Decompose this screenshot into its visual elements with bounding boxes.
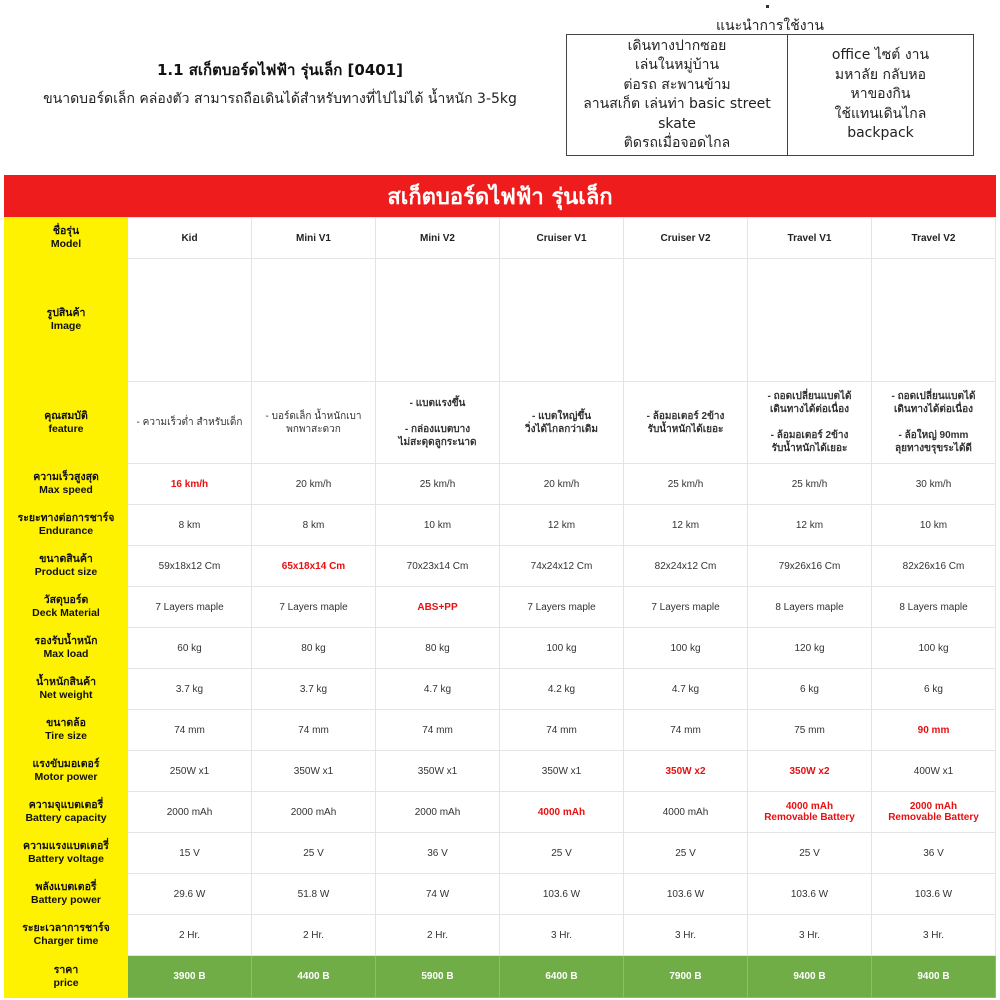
label-thai: ขนาดสินค้า bbox=[39, 553, 93, 565]
row-deck-material bbox=[5, 587, 996, 628]
charger-time-value: 3 Hr. bbox=[500, 915, 624, 956]
model-name: Mini V1 bbox=[252, 218, 376, 259]
motor-power-value: 350W x1 bbox=[500, 751, 624, 792]
net-weight-value: 4.7 kg bbox=[376, 669, 500, 710]
feature-text bbox=[376, 382, 500, 464]
feature-line: - แบตแรงขึ้น bbox=[409, 397, 466, 409]
label-english: Tire size bbox=[45, 730, 87, 742]
tire-size-value: 74 mm bbox=[128, 710, 252, 751]
row-price bbox=[5, 956, 996, 998]
label-english: Product size bbox=[34, 566, 98, 578]
max-speed-value: 25 km/h bbox=[624, 464, 748, 505]
feature-line: ไม่สะดุดลูกระนาด bbox=[398, 436, 477, 448]
battery-voltage-value: 36 V bbox=[872, 833, 996, 874]
feature-text bbox=[252, 382, 376, 464]
price-value: 5900 B bbox=[376, 956, 500, 998]
row-label bbox=[5, 382, 128, 464]
max-speed-value: 25 km/h bbox=[748, 464, 872, 505]
usage-item: หาของกิน bbox=[850, 86, 911, 103]
row-label bbox=[5, 956, 128, 998]
label-english: price bbox=[53, 976, 79, 989]
removable-battery-note: Removable Battery bbox=[764, 812, 855, 823]
max-load-value: 100 kg bbox=[872, 628, 996, 669]
motor-power-value: 350W x1 bbox=[376, 751, 500, 792]
label-english: Max load bbox=[43, 648, 89, 660]
deck-material-value: 7 Layers maple bbox=[624, 587, 748, 628]
max-load-value: 100 kg bbox=[500, 628, 624, 669]
capacity-text: 4000 mAh bbox=[662, 806, 709, 818]
label-thai: คุณสมบัติ bbox=[44, 409, 88, 422]
feature-gap bbox=[874, 416, 993, 429]
product-image bbox=[500, 259, 624, 382]
endurance-value: 12 km bbox=[500, 505, 624, 546]
usage-item: ใช้แทนเดินไกล bbox=[834, 105, 927, 122]
capacity-text: 2000 mAh bbox=[414, 806, 461, 818]
product-image bbox=[624, 259, 748, 382]
battery-voltage-value: 25 V bbox=[748, 833, 872, 874]
feature-line: - ถอดเปลี่ยนแบตได้ bbox=[767, 391, 852, 402]
label-english: Max speed bbox=[39, 484, 93, 496]
page-title: 1.1 สเก็ตบอร์ดไฟฟ้า รุ่นเล็ก [0401] bbox=[156, 61, 404, 79]
deck-material-value: 8 Layers maple bbox=[872, 587, 996, 628]
net-weight-value: 6 kg bbox=[748, 669, 872, 710]
max-speed-value: 16 km/h bbox=[128, 464, 252, 505]
max-speed-value: 20 km/h bbox=[500, 464, 624, 505]
row-image bbox=[5, 259, 996, 382]
max-load-value: 80 kg bbox=[252, 628, 376, 669]
row-label bbox=[5, 915, 128, 956]
tire-size-value: 90 mm bbox=[872, 710, 996, 751]
label-english: Battery capacity bbox=[25, 812, 107, 824]
row-label bbox=[5, 628, 128, 669]
label-thai: ราคา bbox=[53, 963, 79, 976]
label-thai: ขนาดล้อ bbox=[46, 717, 86, 729]
motor-power-value: 400W x1 bbox=[872, 751, 996, 792]
product-size-value: 82x24x12 Cm bbox=[624, 546, 748, 587]
battery-power-value: 51.8 W bbox=[252, 874, 376, 915]
battery-capacity-value bbox=[624, 792, 748, 833]
comparison-banner: สเก็ตบอร์ดไฟฟ้า รุ่นเล็ก bbox=[4, 175, 996, 217]
page-subtitle: ขนาดบอร์ดเล็ก คล่องตัว สามารถถือเดินได้สำหรับทางที่ไปไม่ได้ น้ำหนัก 3-5kg bbox=[43, 91, 517, 107]
usage-item: เดินทางปากซอย bbox=[627, 37, 727, 54]
feature-line: พกพาสะดวก bbox=[286, 423, 341, 435]
label-thai: แรงขับมอเตอร์ bbox=[32, 758, 100, 770]
usage-title: แนะนำการใช้งาน bbox=[566, 15, 974, 37]
model-name: Travel V2 bbox=[872, 218, 996, 259]
usage-item: มหาลัย กลับหอ bbox=[834, 66, 927, 83]
row-motor-power bbox=[5, 751, 996, 792]
price-value: 7900 B bbox=[624, 956, 748, 998]
capacity-text: 4000 mAh bbox=[785, 801, 834, 812]
row-tire-size bbox=[5, 710, 996, 751]
feature-text bbox=[128, 382, 252, 464]
row-max-load bbox=[5, 628, 996, 669]
label-english: Image bbox=[50, 320, 82, 332]
price-value: 9400 B bbox=[872, 956, 996, 998]
feature-line: - แบตใหญ่ขึ้น bbox=[531, 410, 592, 422]
label-english: Model bbox=[50, 238, 82, 250]
battery-power-value: 103.6 W bbox=[624, 874, 748, 915]
label-thai: ความแรงแบตเตอรี่ bbox=[23, 840, 109, 852]
charger-time-value: 2 Hr. bbox=[128, 915, 252, 956]
charger-time-value: 3 Hr. bbox=[624, 915, 748, 956]
feature-line: - กล่องแบตบาง bbox=[404, 423, 471, 435]
net-weight-value: 6 kg bbox=[872, 669, 996, 710]
product-size-value: 70x23x14 Cm bbox=[376, 546, 500, 587]
row-max-speed bbox=[5, 464, 996, 505]
row-label bbox=[5, 710, 128, 751]
usage-item: ต่อรถ สะพานข้าม bbox=[623, 76, 731, 93]
motor-power-value: 350W x2 bbox=[624, 751, 748, 792]
battery-power-value: 74 W bbox=[376, 874, 500, 915]
deck-material-value: 7 Layers maple bbox=[128, 587, 252, 628]
label-english: feature bbox=[48, 422, 84, 435]
row-endurance bbox=[5, 505, 996, 546]
label-english: Battery voltage bbox=[28, 853, 104, 865]
battery-power-value: 103.6 W bbox=[872, 874, 996, 915]
label-english: Net weight bbox=[39, 689, 93, 701]
net-weight-value: 3.7 kg bbox=[252, 669, 376, 710]
feature-line: รับน้ำหนักได้เยอะ bbox=[647, 423, 724, 435]
charger-time-value: 2 Hr. bbox=[252, 915, 376, 956]
product-image bbox=[872, 259, 996, 382]
row-label bbox=[5, 464, 128, 505]
row-feature bbox=[5, 382, 996, 464]
feature-line: - ความเร็วต่ำ สำหรับเด็ก bbox=[136, 417, 243, 428]
label-thai: วัสดุบอร์ด bbox=[43, 594, 89, 606]
deck-material-value: 8 Layers maple bbox=[748, 587, 872, 628]
product-image bbox=[748, 259, 872, 382]
row-product-size bbox=[5, 546, 996, 587]
row-label bbox=[5, 792, 128, 833]
charger-time-value: 3 Hr. bbox=[872, 915, 996, 956]
feature-text bbox=[872, 382, 996, 464]
product-size-value: 59x18x12 Cm bbox=[128, 546, 252, 587]
battery-voltage-value: 36 V bbox=[376, 833, 500, 874]
tire-size-value: 75 mm bbox=[748, 710, 872, 751]
feature-line: - ล้อใหญ่ 90mm bbox=[898, 430, 969, 441]
model-name: Cruiser V2 bbox=[624, 218, 748, 259]
feature-gap bbox=[750, 416, 869, 429]
capacity-text: 2000 mAh bbox=[909, 801, 958, 812]
endurance-value: 10 km bbox=[872, 505, 996, 546]
product-size-value: 79x26x16 Cm bbox=[748, 546, 872, 587]
usage-left-list bbox=[567, 35, 788, 155]
feature-text bbox=[500, 382, 624, 464]
max-speed-value: 25 km/h bbox=[376, 464, 500, 505]
price-value: 3900 B bbox=[128, 956, 252, 998]
usage-item: ลานสเก็ต เล่นท่า basic street bbox=[583, 96, 771, 112]
label-thai: ระยะทางต่อการชาร์จ bbox=[17, 512, 115, 524]
feature-line: เดินทางได้ต่อเนื่อง bbox=[769, 404, 849, 415]
row-label bbox=[5, 587, 128, 628]
label-thai: ความเร็วสูงสุด bbox=[33, 471, 99, 483]
endurance-value: 8 km bbox=[252, 505, 376, 546]
charger-time-value: 3 Hr. bbox=[748, 915, 872, 956]
row-label bbox=[5, 259, 128, 382]
battery-capacity-value bbox=[376, 792, 500, 833]
product-size-value: 65x18x14 Cm bbox=[252, 546, 376, 587]
usage-item: skate bbox=[658, 115, 696, 132]
row-model bbox=[5, 218, 996, 259]
feature-line: วิ่งได้ไกลกว่าเดิม bbox=[524, 423, 599, 435]
row-label bbox=[5, 751, 128, 792]
usage-item: office ไซต์ งาน bbox=[831, 47, 930, 64]
feature-text bbox=[748, 382, 872, 464]
feature-line: ลุยทางขรุขระได้ดี bbox=[895, 443, 972, 454]
model-name: Kid bbox=[128, 218, 252, 259]
battery-capacity-value bbox=[128, 792, 252, 833]
capacity-text: 4000 mAh bbox=[537, 806, 586, 818]
max-load-value: 60 kg bbox=[128, 628, 252, 669]
row-label bbox=[5, 874, 128, 915]
removable-battery-note: Removable Battery bbox=[888, 812, 979, 823]
max-speed-value: 20 km/h bbox=[252, 464, 376, 505]
tire-size-value: 74 mm bbox=[624, 710, 748, 751]
product-image bbox=[376, 259, 500, 382]
battery-power-value: 103.6 W bbox=[500, 874, 624, 915]
usage-item: เล่นในหมู่บ้าน bbox=[634, 57, 720, 73]
endurance-value: 10 km bbox=[376, 505, 500, 546]
row-label bbox=[5, 833, 128, 874]
label-thai: ชื่อรุ่น bbox=[52, 225, 80, 237]
label-english: Battery power bbox=[30, 894, 102, 906]
battery-voltage-value: 15 V bbox=[128, 833, 252, 874]
feature-line: รับน้ำหนักได้เยอะ bbox=[771, 443, 848, 454]
battery-capacity-value bbox=[748, 792, 872, 833]
max-load-value: 120 kg bbox=[748, 628, 872, 669]
row-label bbox=[5, 218, 128, 259]
feature-text bbox=[624, 382, 748, 464]
battery-capacity-value bbox=[252, 792, 376, 833]
max-speed-value: 30 km/h bbox=[872, 464, 996, 505]
label-english: Endurance bbox=[38, 525, 94, 537]
label-thai: พลังแบตเตอรี่ bbox=[35, 881, 97, 893]
row-net-weight bbox=[5, 669, 996, 710]
motor-power-value: 250W x1 bbox=[128, 751, 252, 792]
label-thai: รองรับน้ำหนัก bbox=[34, 635, 98, 647]
charger-time-value: 2 Hr. bbox=[376, 915, 500, 956]
label-thai: ระยะเวลาการชาร์จ bbox=[22, 922, 110, 934]
feature-line: - บอร์ดเล็ก น้ำหนักเบา bbox=[265, 410, 362, 422]
price-value: 9400 B bbox=[748, 956, 872, 998]
feature-line: - ถอดเปลี่ยนแบตได้ bbox=[891, 391, 976, 402]
deck-material-value: 7 Layers maple bbox=[252, 587, 376, 628]
usage-item: backpack bbox=[847, 125, 914, 142]
deck-material-value: ABS+PP bbox=[376, 587, 500, 628]
usage-box bbox=[566, 34, 974, 156]
label-english: Deck Material bbox=[32, 607, 100, 619]
max-load-value: 80 kg bbox=[376, 628, 500, 669]
endurance-value: 12 km bbox=[624, 505, 748, 546]
endurance-value: 12 km bbox=[748, 505, 872, 546]
tire-size-value: 74 mm bbox=[500, 710, 624, 751]
battery-power-value: 29.6 W bbox=[128, 874, 252, 915]
product-size-value: 74x24x12 Cm bbox=[500, 546, 624, 587]
tire-size-value: 74 mm bbox=[252, 710, 376, 751]
max-load-value: 100 kg bbox=[624, 628, 748, 669]
net-weight-value: 4.7 kg bbox=[624, 669, 748, 710]
endurance-value: 8 km bbox=[128, 505, 252, 546]
model-name: Travel V1 bbox=[748, 218, 872, 259]
price-value: 4400 B bbox=[252, 956, 376, 998]
deck-material-value: 7 Layers maple bbox=[500, 587, 624, 628]
product-image bbox=[128, 259, 252, 382]
label-thai: รูปสินค้า bbox=[46, 307, 86, 319]
net-weight-value: 3.7 kg bbox=[128, 669, 252, 710]
motor-power-value: 350W x2 bbox=[748, 751, 872, 792]
battery-voltage-value: 25 V bbox=[252, 833, 376, 874]
battery-capacity-value bbox=[500, 792, 624, 833]
capacity-text: 2000 mAh bbox=[166, 806, 213, 818]
battery-voltage-value: 25 V bbox=[624, 833, 748, 874]
row-battery-power bbox=[5, 874, 996, 915]
tire-size-value: 74 mm bbox=[376, 710, 500, 751]
usage-right-list bbox=[788, 35, 973, 155]
feature-gap bbox=[378, 410, 497, 423]
row-label bbox=[5, 505, 128, 546]
battery-voltage-value: 25 V bbox=[500, 833, 624, 874]
label-thai: ความจุแบตเตอรี่ bbox=[28, 799, 104, 811]
row-battery-capacity bbox=[5, 792, 996, 833]
battery-capacity-value bbox=[872, 792, 996, 833]
label-english: Motor power bbox=[34, 771, 98, 783]
row-label bbox=[5, 546, 128, 587]
product-size-value: 82x26x16 Cm bbox=[872, 546, 996, 587]
feature-line: - ล้อมอเตอร์ 2ข้าง bbox=[770, 430, 849, 441]
usage-item: ติดรถเมื่อจอดไกล bbox=[623, 135, 731, 151]
row-battery-voltage bbox=[5, 833, 996, 874]
battery-power-value: 103.6 W bbox=[748, 874, 872, 915]
feature-line: เดินทางได้ต่อเนื่อง bbox=[893, 404, 973, 415]
product-image bbox=[252, 259, 376, 382]
row-label bbox=[5, 669, 128, 710]
net-weight-value: 4.2 kg bbox=[500, 669, 624, 710]
price-value: 6400 B bbox=[500, 956, 624, 998]
spec-comparison-table bbox=[4, 217, 996, 998]
label-english: Charger time bbox=[33, 935, 99, 947]
capacity-text: 2000 mAh bbox=[290, 806, 337, 818]
model-name: Cruiser V1 bbox=[500, 218, 624, 259]
label-thai: น้ำหนักสินค้า bbox=[35, 676, 97, 688]
row-charger-time bbox=[5, 915, 996, 956]
motor-power-value: 350W x1 bbox=[252, 751, 376, 792]
model-name: Mini V2 bbox=[376, 218, 500, 259]
feature-line: - ล้อมอเตอร์ 2ข้าง bbox=[646, 410, 725, 422]
